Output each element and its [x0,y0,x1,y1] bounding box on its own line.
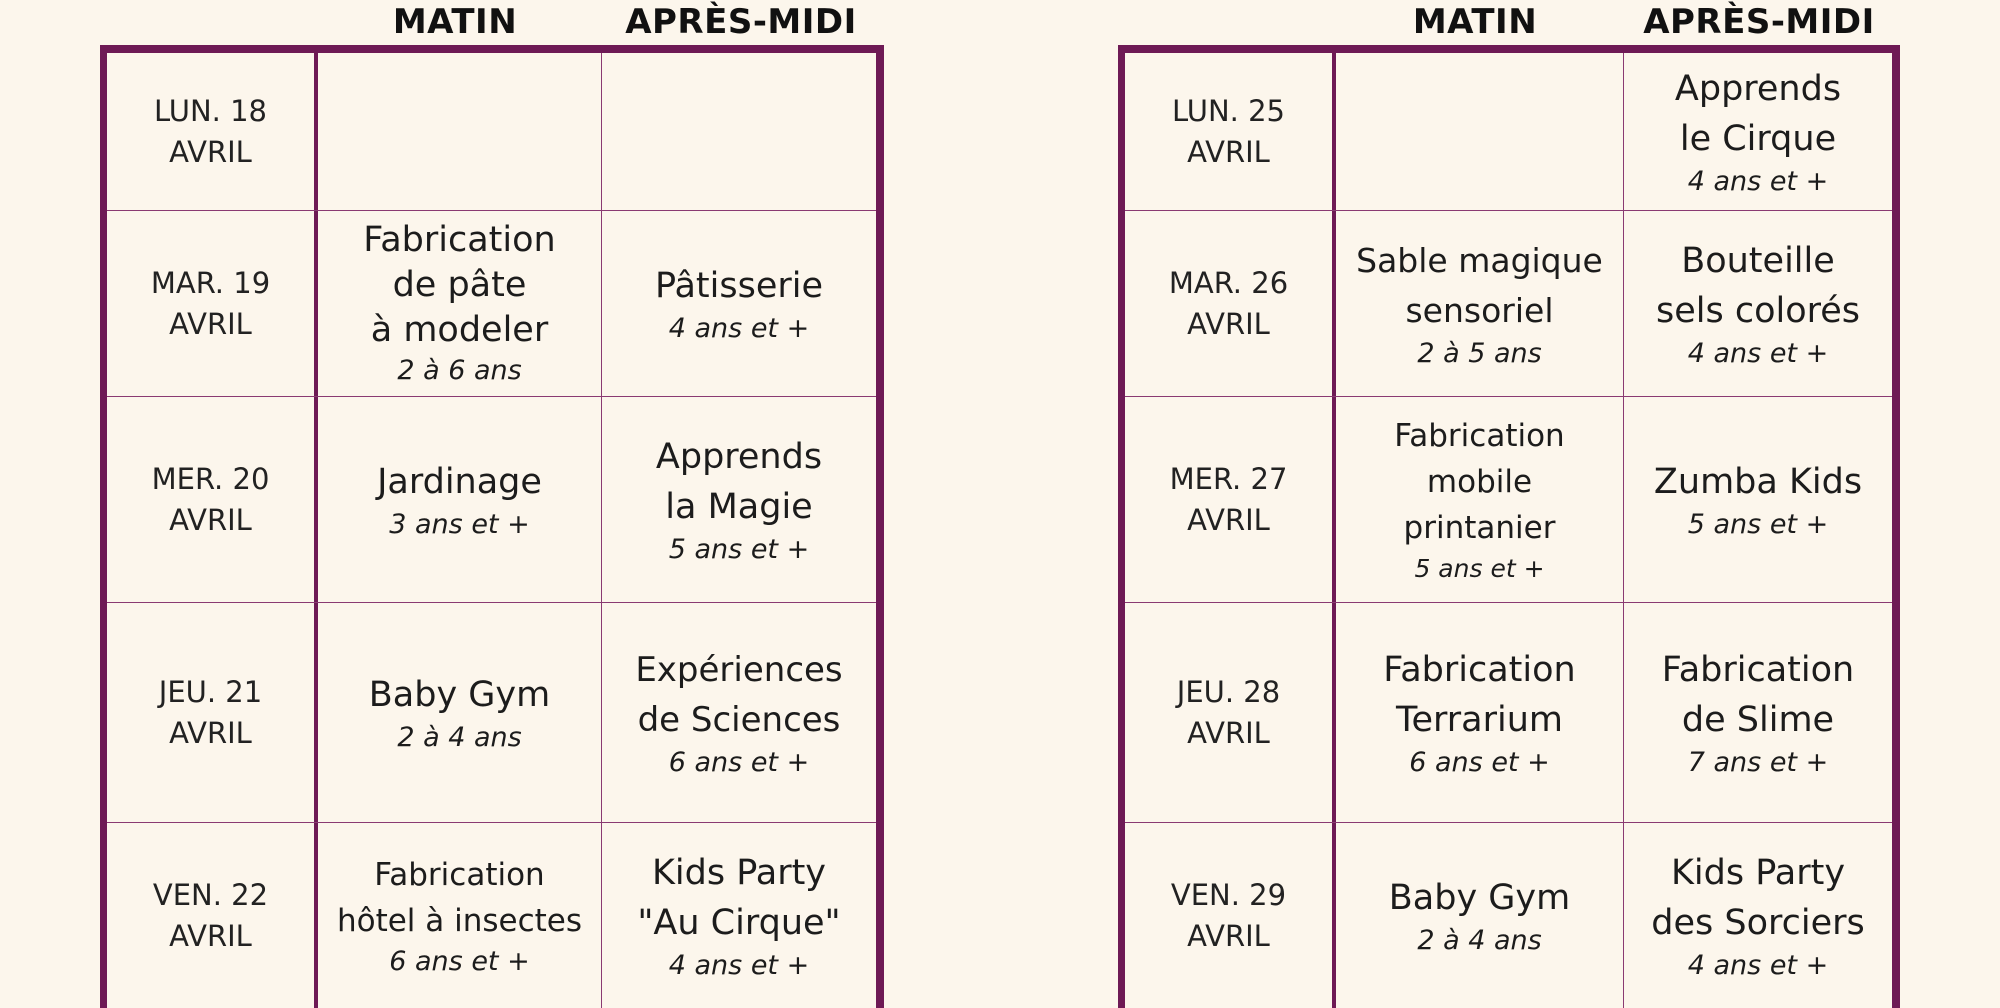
activity-title: Fabrication de pâte à modeler [363,220,556,350]
activity-title: Baby Gym [1388,877,1571,918]
date-cell: MAR. 26 AVRIL [1125,211,1336,396]
table-row [1125,603,1892,823]
date-cell: JEU. 21 AVRIL [107,603,318,822]
date-cell: VEN. 29 AVRIL [1125,823,1336,1008]
activity-title: Expériences de Sciences [635,649,843,740]
activity-age: 6 ans et + [1409,746,1550,778]
activity-age: 2 à 4 ans [397,721,522,753]
afternoon-activity-cell [602,53,876,210]
afternoon-activity-cell [602,603,876,822]
table-row [107,211,876,397]
afternoon-activity-cell [1624,397,1892,602]
activity-age: 4 ans et + [668,312,810,344]
morning-activity-cell [1336,603,1624,822]
activity-title: Apprends le Cirque [1674,68,1842,159]
activity-age: 6 ans et + [389,945,530,977]
activity-title: Fabrication hôtel à insectes [336,856,583,939]
header-afternoon: APRÈS-MIDI [1643,2,1875,42]
date-cell: JEU. 28 AVRIL [1125,603,1336,822]
activity-age: 3 ans et + [389,508,530,540]
activity-age: 7 ans et + [1687,746,1829,778]
activity-title: Sable magique sensoriel [1356,240,1603,330]
morning-activity-cell [318,823,602,1008]
activity-title: Apprends la Magie [655,436,823,527]
morning-activity-cell [1336,53,1624,210]
activity-age: 4 ans et + [1687,337,1829,369]
activity-title: Pâtisserie [654,265,824,306]
activity-age: 5 ans et + [668,533,810,565]
activity-age: 4 ans et + [1687,949,1829,981]
morning-activity-cell [1336,211,1624,396]
activity-title: Fabrication mobile printanier [1394,417,1565,546]
date-cell: LUN. 25 AVRIL [1125,53,1336,210]
afternoon-activity-cell [1624,823,1892,1008]
activity-age: 5 ans et + [1687,508,1829,540]
morning-activity-cell [318,603,602,822]
activity-age: 2 à 5 ans [1417,337,1542,369]
morning-activity-cell [1336,823,1624,1008]
date-cell: VEN. 22 AVRIL [107,823,318,1008]
schedule-table [1118,45,1900,1008]
activity-title: Zumba Kids [1653,461,1863,502]
header-afternoon: APRÈS-MIDI [625,2,857,42]
header-morning: MATIN [1412,2,1538,42]
activity-age: 2 à 6 ans [397,355,522,386]
activity-title: Baby Gym [368,674,551,715]
activity-age: 2 à 4 ans [1417,924,1542,956]
activity-title: Kids Party des Sorciers [1651,852,1865,943]
table-row [1125,211,1892,397]
table-row [1125,53,1892,211]
afternoon-activity-cell [602,397,876,602]
date-cell: MER. 20 AVRIL [107,397,318,602]
activity-title: Fabrication de Slime [1661,649,1855,740]
morning-activity-cell [318,397,602,602]
activity-age: 4 ans et + [668,949,810,981]
table-row [1125,823,1892,1008]
activity-title: Bouteille sels colorés [1655,240,1861,331]
header-morning: MATIN [392,2,518,42]
date-cell: MER. 27 AVRIL [1125,397,1336,602]
morning-activity-cell [1336,397,1624,602]
activity-age: 4 ans et + [1687,165,1829,197]
table-row [107,603,876,823]
afternoon-activity-cell [602,823,876,1008]
activity-title: Kids Party "Au Cirque" [637,852,841,943]
morning-activity-cell [318,211,602,396]
activity-age: 6 ans et + [668,746,810,778]
table-row [1125,397,1892,603]
date-cell: LUN. 18 AVRIL [107,53,318,210]
afternoon-activity-cell [1624,211,1892,396]
afternoon-activity-cell [1624,603,1892,822]
table-row [107,397,876,603]
activity-age: 5 ans et + [1414,553,1545,583]
table-row [107,823,876,1008]
afternoon-activity-cell [1624,53,1892,210]
schedule-table [100,45,884,1008]
afternoon-activity-cell [602,211,876,396]
date-cell: MAR. 19 AVRIL [107,211,318,396]
activity-title: Fabrication Terrarium [1383,649,1576,740]
activity-title: Jardinage [377,461,542,502]
table-row [107,53,876,211]
morning-activity-cell [318,53,602,210]
